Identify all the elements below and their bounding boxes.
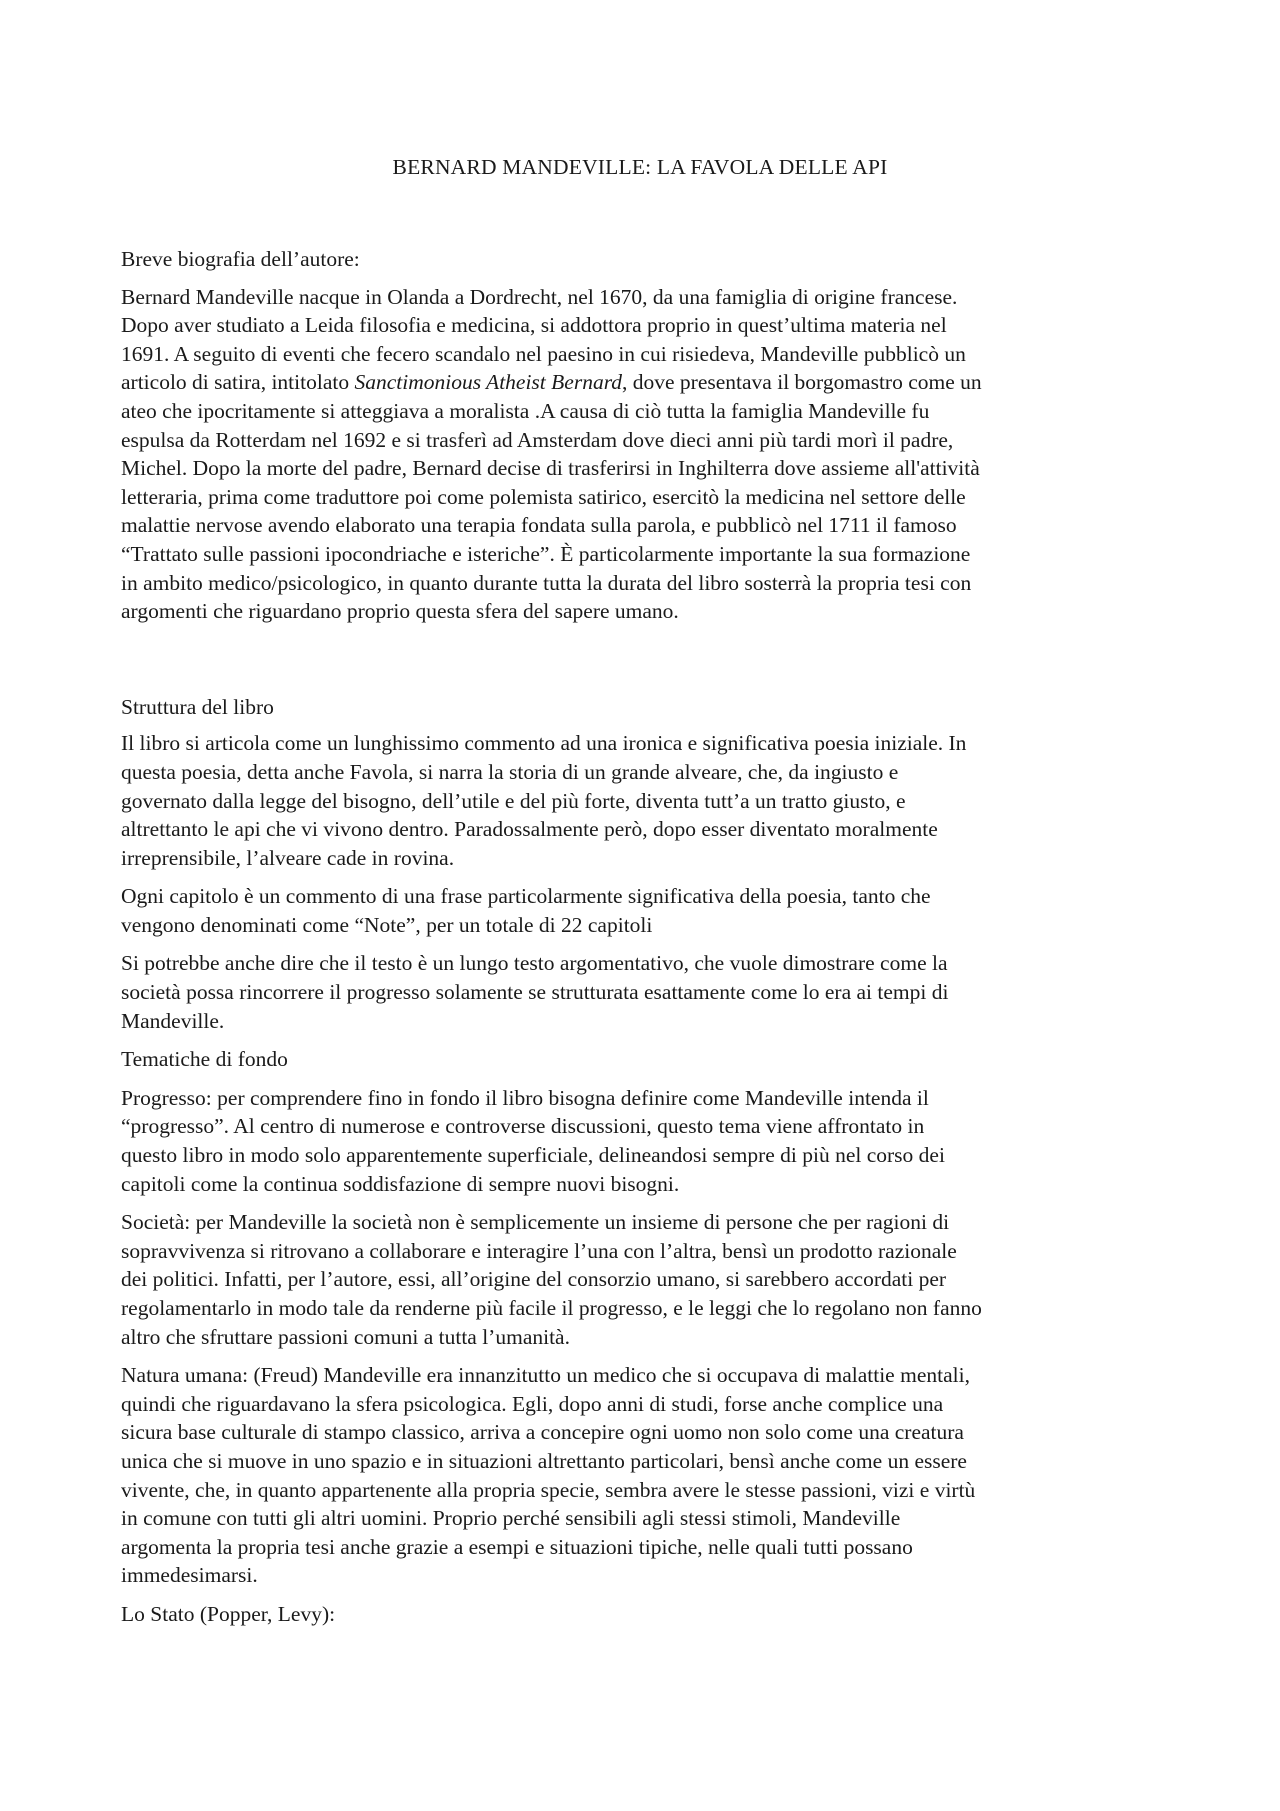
document-body <box>121 245 1166 1639</box>
document-title: BERNARD MANDEVILLE: LA FAVOLA DELLE API <box>392 155 888 179</box>
text-run: articolo di satira, intitolato <box>121 370 355 395</box>
text-line: argomenta la propria tesi anche grazie a esempi e situazioni tipiche, nelle quali tutti possano <box>121 1534 913 1559</box>
text-line: Mandeville. <box>121 1008 225 1033</box>
human-nature-paragraph <box>121 1361 1166 1590</box>
text-line: quindi che riguardavano la sfera psicologica. Egli, dopo anni di studi, forse anche complice una <box>121 1391 944 1416</box>
text-line: immedesimarsi. <box>121 1563 258 1588</box>
italic-book-title: Sanctimonious Atheist Bernard <box>354 370 623 395</box>
text-line: unica che si muove in uno spazio e in situazioni altrettanto particolari, bensì anche come un essere <box>121 1448 967 1473</box>
text-line: altro che sfruttare passioni comuni a tutta l’umanità. <box>121 1324 570 1349</box>
bio-heading: Breve biografia dell’autore: <box>121 247 360 271</box>
text-line: argomenti che riguardano proprio questa sfera del sapere umano. <box>121 599 679 624</box>
text-line: sopravvivenza si ritrovano a collaborare e interagire l’una con l’altra, bensì un prodotto razionale <box>121 1238 957 1263</box>
text-line: “progresso”. Al centro di numerose e controverse discussioni, questo tema viene affrontato in <box>121 1114 925 1139</box>
bio-paragraph <box>121 283 1166 626</box>
text-line: malattie nervose avendo elaborato una terapia fondata sulla parola, e pubblicò nel 1711 il famoso <box>121 513 957 538</box>
structure-paragraph-3 <box>121 949 1166 1035</box>
text-line: Società: per Mandeville la società non è semplicemente un insieme di persone che per ragioni di <box>121 1210 950 1235</box>
text-line: regolamentarlo in modo tale da renderne più facile il progresso, e le leggi che lo regolano non fanno <box>121 1296 982 1320</box>
text-line: Si potrebbe anche dire che il testo è un lungo testo argomentativo, che vuole dimostrare come la <box>121 951 948 976</box>
text-line: 1691. A seguito di eventi che fecero scandalo nel paesino in cui risiedeva, Mandeville pubblicò un <box>121 341 966 366</box>
text-line: Il libro si articola come un lunghissimo commento ad una ironica e significativa poesia iniziale. In <box>121 731 967 756</box>
text-line: altrettanto le api che vi vivono dentro. Paradossalmente però, dopo esser diventato moralmente <box>121 817 938 842</box>
text-line: Natura umana: (Freud) Mandeville era innanzitutto un medico che si occupava di malattie mentali, <box>121 1363 970 1388</box>
text-line: governato dalla legge del bisogno, dell’utile e del più forte, diventa tutt’a un tratto giusto, e <box>121 788 906 813</box>
text-line: capitoli come la continua soddisfazione di sempre nuovi bisogni. <box>121 1171 680 1196</box>
text-line: dei politici. Infatti, per l’autore, essi, all’origine del consorzio umano, si sarebbero accordati per <box>121 1267 947 1292</box>
text-line: questo libro in modo solo apparentemente superficiale, delineandosi sempre di più nel corso dei <box>121 1143 945 1168</box>
text-line: vengono denominati come “Note”, per un totale di 22 capitoli <box>121 912 653 937</box>
text-line: questa poesia, detta anche Favola, si narra la storia di un grande alveare, che, da ingiusto e <box>121 759 899 784</box>
text-line: società possa rincorrere il progresso solamente se strutturata esattamente come lo era ai tempi di <box>121 980 949 1005</box>
structure-heading: Struttura del libro <box>121 694 274 719</box>
text-line: letteraria, prima come traduttore poi come polemista satirico, esercitò la medicina nel settore delle <box>121 484 966 509</box>
progress-paragraph <box>121 1084 1166 1198</box>
society-paragraph <box>121 1208 1166 1351</box>
text-line: Progresso: per comprendere fino in fondo il libro bisogna definire come Mandeville intenda il <box>121 1085 929 1110</box>
text-line: espulsa da Rotterdam nel 1692 e si trasferì ad Amsterdam dove dieci anni più tardi morì il padre, <box>121 427 954 452</box>
text-run: , dove presentava il borgomastro come un <box>622 370 982 395</box>
text-line: Dopo aver studiato a Leida filosofia e medicina, si addottora proprio in quest’ultima materia nel <box>121 313 947 338</box>
text-line: in ambito medico/psicologico, in quanto durante tutta la durata del libro sosterrà la propria tesi con <box>121 570 972 595</box>
text-line <box>121 368 1166 397</box>
text-line: vivente, che, in quanto appartenente alla propria specie, sembra avere le stesse passioni, vizi e virtù <box>121 1477 976 1502</box>
themes-heading: Tematiche di fondo <box>121 1047 288 1072</box>
text-line: Michel. Dopo la morte del padre, Bernard decise di trasferirsi in Inghilterra dove assieme all'attività <box>121 456 980 481</box>
text-line: sicura base culturale di stampo classico, arriva a concepire ogni uomo non solo come una creatura <box>121 1420 964 1445</box>
text-line: ateo che ipocritamente si atteggiava a moralista .A causa di ciò tutta la famiglia Mandeville fu <box>121 398 930 423</box>
structure-paragraph-1 <box>121 729 1166 872</box>
text-line: Ogni capitolo è un commento di una frase particolarmente significativa della poesia, tanto che <box>121 884 931 909</box>
structure-paragraph-2 <box>121 882 1166 939</box>
text-line: irreprensibile, l’alveare cade in rovina. <box>121 845 455 870</box>
text-line: “Trattato sulle passioni ipocondriache e isteriche”. È particolarmente importante la sua formazione <box>121 541 971 566</box>
state-heading: Lo Stato (Popper, Levy): <box>121 1601 336 1626</box>
text-line: Bernard Mandeville nacque in Olanda a Dordrecht, nel 1670, da una famiglia di origine francese. <box>121 284 958 309</box>
text-line: in comune con tutti gli altri uomini. Proprio perché sensibili agli stessi stimoli, Mandeville <box>121 1506 901 1531</box>
